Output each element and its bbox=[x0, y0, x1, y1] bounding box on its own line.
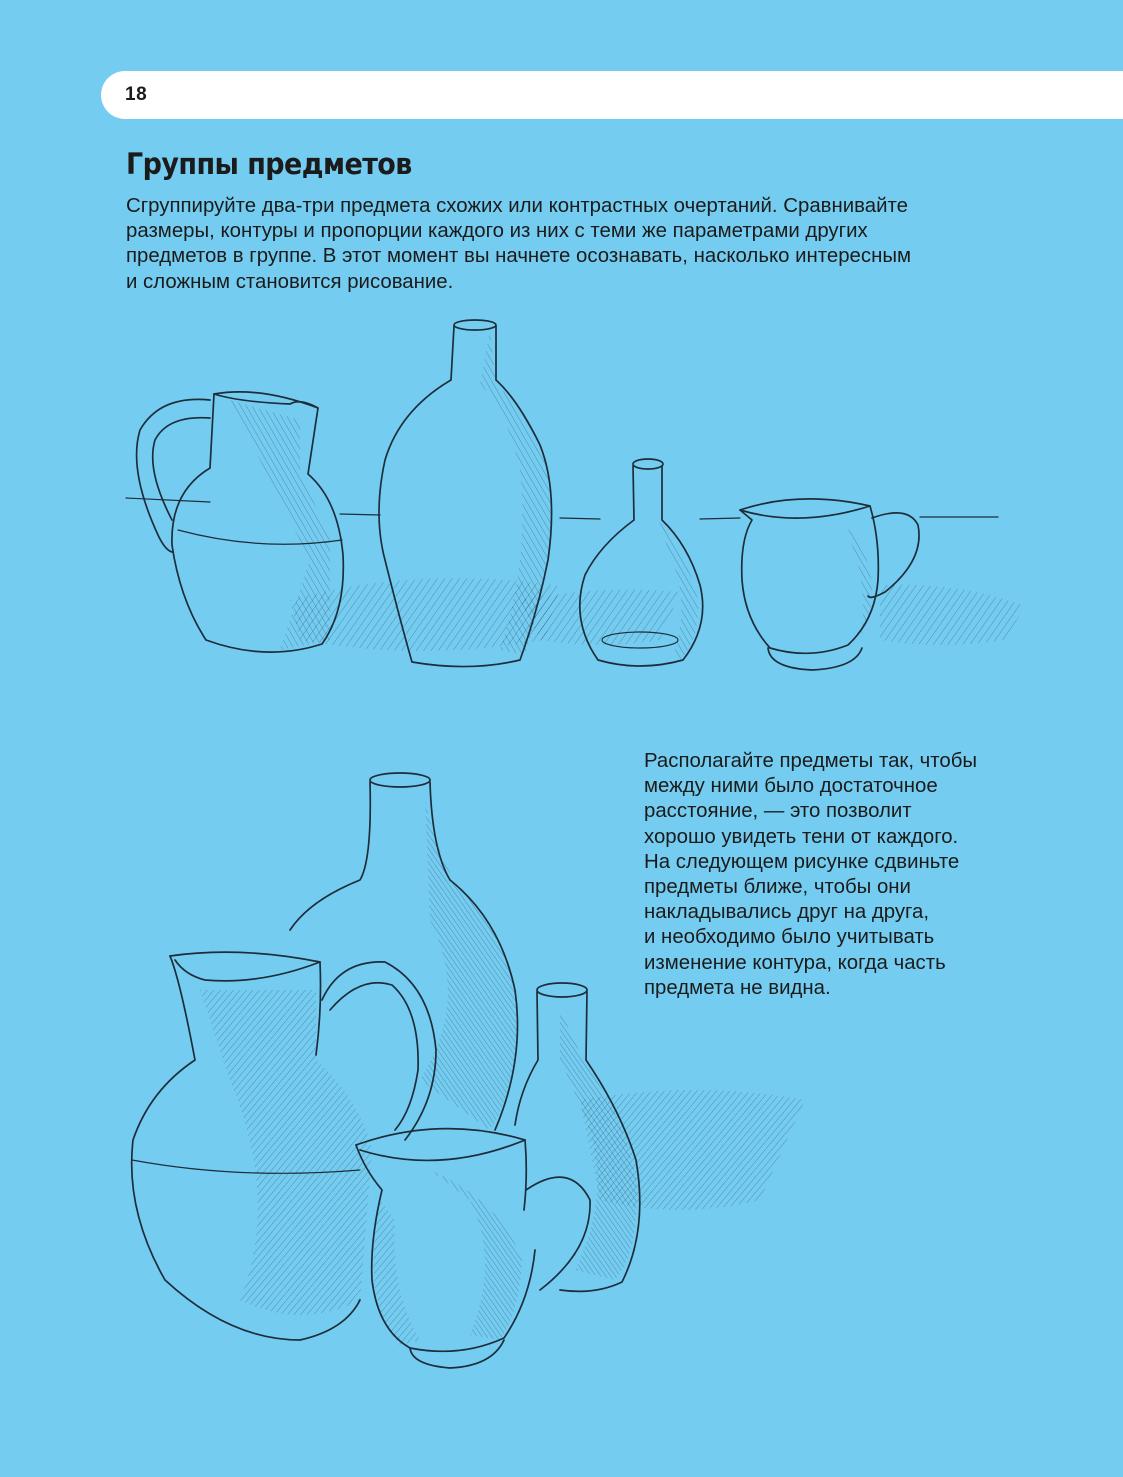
side-line: накладывались друг на друга, bbox=[644, 901, 930, 924]
small-bottle-drawing-2 bbox=[515, 983, 640, 1291]
intro-line: Сгруппируйте два-три предмета схожих или контрастных очертаний. Сравнивайте bbox=[126, 195, 908, 217]
intro-line: размеры, контуры и пропорции каждого из них с теми же параметрами других bbox=[126, 220, 868, 243]
page-number: 18 bbox=[125, 84, 148, 105]
intro-line: и сложным становится рисование. bbox=[126, 270, 454, 293]
side-line: и необходимо было учитывать bbox=[644, 926, 935, 949]
side-line: хорошо увидеть тени от каждого. bbox=[644, 825, 959, 848]
side-line: предмета не видна. bbox=[644, 976, 831, 999]
side-line: расстояние, — это позволит bbox=[644, 800, 912, 823]
side-line: На следующем рисунке сдвиньте bbox=[644, 850, 960, 873]
side-line: предметы ближе, чтобы они bbox=[644, 876, 911, 899]
page-title: Группы предметов bbox=[126, 147, 412, 181]
side-line: изменение контура, когда часть bbox=[644, 951, 946, 974]
creamer-pitcher-drawing-2 bbox=[356, 1129, 590, 1368]
side-line: Располагайте предметы так, чтобы bbox=[644, 750, 978, 772]
side-line: между ними было достаточное bbox=[644, 775, 938, 798]
intro-line: предметов в группе. В этот момент вы начнете осознавать, насколько интересным bbox=[126, 245, 912, 268]
